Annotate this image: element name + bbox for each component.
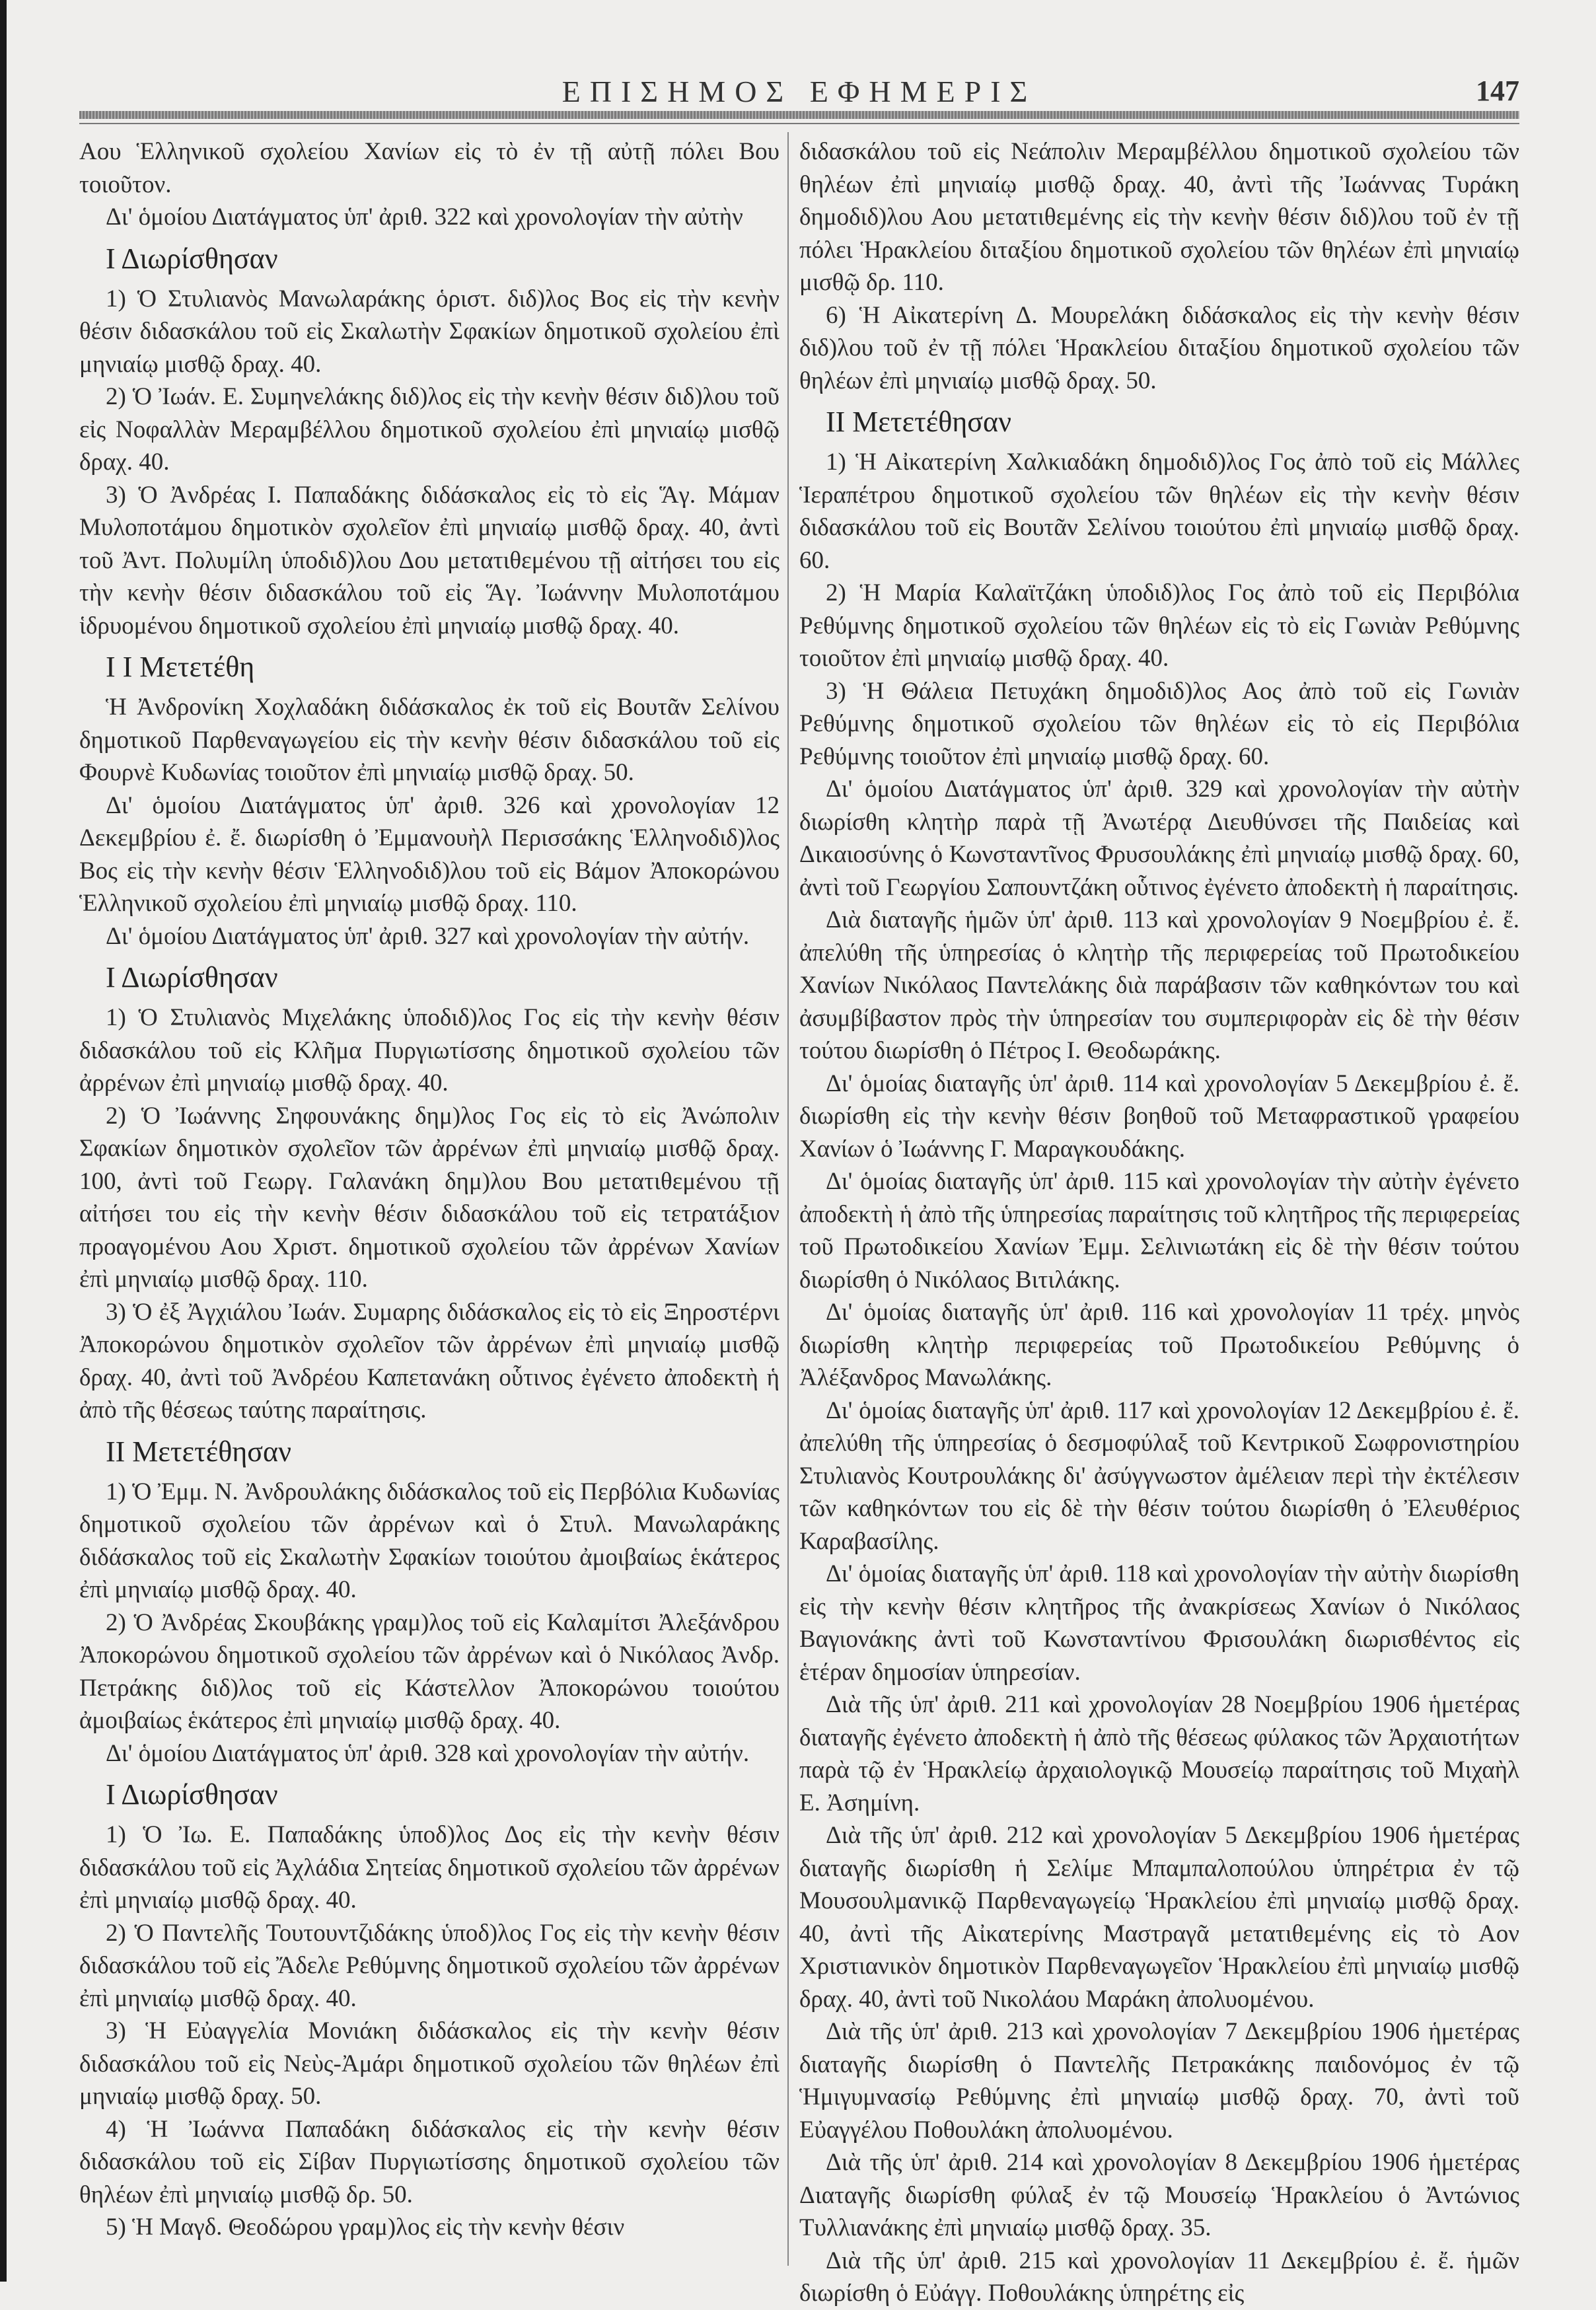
paragraph: Δι' ὁμοίου Διατάγματος ὑπ' ἀριθ. 328 καὶ χρονολογίαν τὴν αὐτήν. — [106, 1739, 750, 1767]
paragraph: Διὰ διαταγῆς ἡμῶν ὑπ' ἀριθ. 113 καὶ χρονολογίαν 9 Νοεμβρίου ἐ. ἔ. ἀπελύθη τῆς ὑπηρεσίας ὁ κλητὴρ τῆς περιφερείας τοῦ Πρωτοδικείου Χανίων Νικόλαος Παντελάκης διὰ παράβασιν τῶν καθηκόντων του καὶ ἀσυμβίβαστον πρὸς τὴν ὑπηρεσίαν του συμπεριφορὰν εἰς δὲ τὴν θέσιν τούτου διωρίσθη ὁ Πέτρος Ι. Θεοδωράκης. — [799, 906, 1519, 1064]
paragraph: Ἡ Ἀνδρονίκη Χοχλαδάκη διδάσκαλος ἐκ τοῦ εἰς Βουτᾶν Σελίνου δημοτικοῦ Παρθεναγωγείου εἰς τὴν κενὴν θέσιν διδασκάλου τοῦ εἰς Φουρνὲ Κυδωνίας τοιοῦτον ἐπὶ μηνιαίῳ μισθῷ δραχ. 50. — [79, 694, 780, 786]
header-rule — [79, 111, 1519, 119]
paragraph: 6) Ἡ Αἰκατερίνη Δ. Μουρελάκη διδάσκαλος εἰς τὴν κενὴν θέσιν διδ)λου τοῦ ἐν τῇ πόλει Ἡρακλείου διταξίου δημοτικοῦ σχολείου τῶν θηλέων ἐπὶ μηνιαίῳ μισθῷ δραχ. 50. — [799, 301, 1519, 394]
paragraph: 1) Ὁ Ἰω. Ε. Παπαδάκης ὑποδ)λος Δος εἰς τὴν κενὴν θέσιν διδασκάλου τοῦ εἰς Ἀχλάδια Σητείας δημοτικοῦ σχολείου τῶν ἀρρένων ἐπὶ μηνιαίῳ μισθῷ δραχ. 40. — [79, 1821, 780, 1914]
paragraph: Αου Ἑλληνικοῦ σχολείου Χανίων εἰς τὸ ἐν τῇ αὐτῇ πόλει Βου τοιοῦτον. — [79, 138, 780, 198]
scan-edge — [0, 0, 7, 2282]
paragraph: 2) Ὁ Ἀνδρέας Σκουβάκης γραμ)λος τοῦ εἰς Καλαμίτσι Ἀλεξάνδρου Ἀποκορώνου δημοτικοῦ σχολείου τῶν ἀρρένων καὶ ὁ Νικόλαος Ἀνδρ. Πετράκης διδ)λος τοῦ εἰς Κάστελλον Ἀποκορώνου τοιούτου ἀμοιβαίως ἑκάτερος ἐπὶ μηνιαίῳ μισθῷ δραχ. 40. — [79, 1608, 780, 1734]
paragraph: Δι' ὁμοίας διαταγῆς ὑπ' ἀριθ. 118 καὶ χρονολογίαν τὴν αὐτὴν διωρίσθη εἰς τὴν κενὴν θέσιν κλητῆρος τῆς ἀνακρίσεως Χανίων ὁ Νικόλαος Βαγιονάκης ἀντὶ τοῦ Κωνσταντίνου Φρισουλάκη διωρισθέντος εἰς ἑτέραν δημοσίαν ὑπηρεσίαν. — [799, 1560, 1519, 1686]
paragraph: Διὰ τῆς ὑπ' ἀριθ. 214 καὶ χρονολογίαν 8 Δεκεμβρίου 1906 ἡμετέρας Διαταγῆς διωρίσθη φύλαξ ἐν τῷ Μουσείῳ Ἡρακλείου ὁ Ἀντώνιος Τυλλιανάκης ἐπὶ μηνιαίῳ μισθῷ δραχ. 35. — [799, 2149, 1519, 2241]
paragraph: 2) Ὁ Παντελῆς Τουτουντζιδάκης ὑποδ)λος Γος εἰς τὴν κενὴν θέσιν διδασκάλου τοῦ εἰς Ἄδελε Ρεθύμνης δημοτικοῦ σχολείου τῶν ἀρρένων ἐπὶ μηνιαίῳ μισθῷ δραχ. 40. — [79, 1919, 780, 2012]
paragraph: Δι' ὁμοίου Διατάγματος ὑπ' ἀριθ. 329 καὶ χρονολογίαν τὴν αὐτὴν διωρίσθη κλητὴρ παρὰ τῇ Ἀνωτέρᾳ Διευθύνσει τῆς Παιδείας καὶ Δικαιοσύνης ὁ Κωνσταντῖνος Φρυσουλάκης ἐπὶ μηνιαίῳ μισθῷ δραχ. 60, ἀντὶ τοῦ Γεωργίου Σαπουντζάκη οὗτινος ἐγένετο ἀποδεκτὴ ἡ παραίτησις. — [799, 776, 1519, 901]
paragraph: 3) Ὁ ἐξ Ἀγχιάλου Ἰωάν. Συμαρης διδάσκαλος εἰς τὸ εἰς Ξηροστέρνι Ἀποκορώνου δημοτικὸν σχολεῖον τῶν ἀρρένων ἐπὶ μηνιαίῳ μισθῷ δραχ. 40, ἀντὶ τοῦ Ἀνδρέου Καπετανάκη οὗτινος ἐγένετο ἀποδεκτὴ ἡ ἀπὸ τῆς θέσεως ταύτης παραίτησις. — [79, 1298, 780, 1424]
section-heading: Ι Διωρίσθησαν — [106, 1778, 278, 1811]
header-rule-thin — [79, 123, 1519, 124]
section-heading: Ι Ι Μετετέθη — [106, 651, 255, 683]
section-heading: Ι Διωρίσθησαν — [106, 242, 278, 275]
paragraph: 3) Ὁ Ἀνδρέας Ι. Παπαδάκης διδάσκαλος εἰς τὸ εἰς Ἅγ. Μάμαν Μυλοποτάμου δημοτικὸν σχολεῖον ἐπὶ μηνιαίῳ μισθῷ δραχ. 40, ἀντὶ τοῦ Ἀντ. Πολυμίλη ὑποδιδ)λου Δου μετατιθεμένου τῇ αἰτήσει του εἰς τὴν κενὴν θέσιν διδασκάλου τοῦ εἰς Ἅγ. Ἰωάννην Μυλοποτάμου ἱδρυομένου δημοτικοῦ σχολείου ἐπὶ μηνιαίῳ μισθῷ δραχ. 40. — [79, 481, 780, 639]
paragraph: 1) Ὁ Στυλιανὸς Μανωλαράκης ὁριστ. διδ)λος Βος εἰς τὴν κενὴν θέσιν διδασκάλου τοῦ εἰς Σκαλωτὴν Σφακίων δημοτικοῦ σχολείου ἐπὶ μηνιαίῳ μισθῷ δραχ. 40. — [79, 285, 780, 378]
paragraph: 5) Ἡ Μαγδ. Θεοδώρου γραμ)λος εἰς τὴν κενὴν θέσιν — [106, 2214, 625, 2241]
paragraph: 4) Ἡ Ἰωάννα Παπαδάκη διδάσκαλος εἰς τὴν κενὴν θέσιν διδασκάλου τοῦ εἰς Σίβαν Πυργιωτίσσης δημοτικοῦ σχολείου τῶν θηλέων ἐπὶ μηνιαίῳ μισθῷ δρ. 50. — [79, 2115, 780, 2208]
paragraph: Διὰ τῆς ὑπ' ἀριθ. 211 καὶ χρονολογίαν 28 Νοεμβρίου 1906 ἡμετέρας διαταγῆς ἐγένετο ἀποδεκτὴ ἡ ἀπὸ τῆς θέσεως φύλακος τῶν Ἀρχαιοτήτων παρὰ τῷ ἐν Ἡρακλείῳ ἀρχαιολογικῷ Μουσείῳ παραίτησις τοῦ Μιχαὴλ Ε. Ἀσημίνη. — [799, 1691, 1519, 1817]
page-number: 147 — [1476, 75, 1519, 107]
right-column — [799, 135, 1519, 2310]
paragraph: 1) Ὁ Στυλιανὸς Μιχελάκης ὑποδιδ)λος Γος εἰς τὴν κενὴν θέσιν διδασκάλου τοῦ εἰς Κλῆμα Πυργιωτίσσης δημοτικοῦ σχολείου τῶν ἀρρένων ἐπὶ μηνιαίῳ μισθῷ δραχ. 40. — [79, 1004, 780, 1097]
page-header — [79, 74, 1519, 114]
paragraph: Δι' ὁμοίας διαταγῆς ὑπ' ἀριθ. 117 καὶ χρονολογίαν 12 Δεκεμβρίου ἐ. ἔ. ἀπελύθη τῆς ὑπηρεσίας ὁ δεσμοφύλαξ τοῦ Κεντρικοῦ Σωφρονιστηρίου Στυλιανὸς Κουτρουλάκης δι' ἀσύγγνωστον ἀμέλειαν περὶ τὴν ἐκτέλεσιν τῶν καθηκόντων του εἰς δὲ τὴν θέσιν τούτου διωρίσθη ὁ Ἐλευθέριος Καραβασίλης. — [799, 1396, 1519, 1555]
paragraph: Δι' ὁμοίου Διατάγματος ὑπ' ἀριθ. 322 καὶ χρονολογίαν τὴν αὐτὴν — [106, 203, 743, 231]
paragraph: 2) Ὁ Ἰωάν. Ε. Συμηνελάκης διδ)λος εἰς τὴν κενὴν θέσιν διδ)λου τοῦ εἰς Νοφαλλὰν Μεραμβέλλου δημοτικοῦ σχολείου ἐπὶ μηνιαίῳ μισθῷ δραχ. 40. — [79, 383, 780, 476]
section-heading: Ι Διωρίσθησαν — [106, 961, 278, 993]
paragraph: 2) Ἡ Μαρία Καλαϊτζάκη ὑποδιδ)λος Γος ἀπὸ τοῦ εἰς Περιβόλια Ρεθύμνης δημοτικοῦ σχολείου τῶν θηλέων εἰς τὸ εἰς Γωνιὰν Ρεθύμνης τοιοῦτον ἐπὶ μηνιαίῳ μισθῷ δραχ. 40. — [799, 579, 1519, 672]
paragraph: Διὰ τῆς ὑπ' ἀριθ. 215 καὶ χρονολογίαν 11 Δεκεμβρίου ἐ. ἔ. ἡμῶν διωρίσθη ὁ Εὐάγγ. Ποθουλάκης ὑπηρέτης εἰς — [799, 2247, 1519, 2307]
paragraph: Διὰ τῆς ὑπ' ἀριθ. 212 καὶ χρονολογίαν 5 Δεκεμβρίου 1906 ἡμετέρας διαταγῆς διωρίσθη ἡ Σελίμε Μπαμπαλοπούλου ὑπηρέτρια ἐν τῷ Μουσουλμανικῷ Παρθεναγωγείῳ Ἡρακλείου ἐπὶ μηνιαίῳ μισθῷ δραχ. 40, ἀντὶ τῆς Αἰκατερίνης Μαστραγᾶ μετατιθεμένης εἰς τὸ Αον Χριστιανικὸν δημοτικὸν Παρθεναγωγεῖον Ἡρακλείου ἐπὶ μηνιαίῳ μισθῷ δραχ. 40, ἀντὶ τοῦ Νικολάου Μαράκη ἀπολυομένου. — [799, 1822, 1519, 2013]
paragraph: Δι' ὁμοίας διαταγῆς ὑπ' ἀριθ. 115 καὶ χρονολογίαν τὴν αὐτὴν ἐγένετο ἀποδεκτὴ ἡ ἀπὸ τῆς ὑπηρεσίας παραίτησις τοῦ κλητῆρος τῆς περιφερείας τοῦ Πρωτοδικείου Χανίων Ἐμμ. Σελινιωτάκη εἰς δὲ τὴν θέσιν τούτου διωρίσθη ὁ Νικόλαος Βιτιλάκης. — [799, 1168, 1519, 1293]
paragraph: 3) Ἡ Εὐαγγελία Μονιάκη διδάσκαλος εἰς τὴν κενὴν θέσιν διδασκάλου τοῦ εἰς Νεὺς-Ἀμάρι δημοτικοῦ σχολείου τῶν θηλέων ἐπὶ μηνιαίῳ μισθῷ δραχ. 50. — [79, 2017, 780, 2110]
left-column — [79, 135, 780, 2244]
paragraph: 1) Ὁ Ἐμμ. Ν. Ἀνδρουλάκης διδάσκαλος τοῦ εἰς Περβόλια Κυδωνίας δημοτικοῦ σχολείου τῶν ἀρρένων καὶ ὁ Στυλ. Μανωλαράκης διδάσκαλος τοῦ εἰς Σκαλωτὴν Σφακίων τοιούτου ἀμοιβαίως ἑκάτερος ἐπὶ μηνιαίῳ μισθῷ δραχ. 40. — [79, 1478, 780, 1603]
paragraph: Δι' ὁμοίου Διατάγματος ὑπ' ἀριθ. 327 καὶ χρονολογίαν τὴν αὐτήν. — [106, 922, 750, 950]
section-heading: ΙΙ Μετετέθησαν — [106, 1435, 291, 1468]
paragraph: Διὰ τῆς ὑπ' ἀριθ. 213 καὶ χρονολογίαν 7 Δεκεμβρίου 1906 ἡμετέρας διαταγῆς διωρίσθη ὁ Παντελῆς Πετρακάκης παιδονόμος ἐν τῷ Ἡμιγυμνασίῳ Ρεθύμνης ἐπὶ μηνιαίῳ μισθῷ δραχ. 70, ἀντὶ τοῦ Εὐαγγέλου Ποθουλάκη ἀπολυομένου. — [799, 2018, 1519, 2144]
gazette-title: ΕΠΙΣΗΜΟΣ ΕΦΗΜΕΡΙΣ — [562, 75, 1037, 108]
paragraph: 3) Ἡ Θάλεια Πετυχάκη δημοδιδ)λος Αος ἀπὸ τοῦ εἰς Γωνιὰν Ρεθύμνης δημοτικοῦ σχολείου τῶν θηλέων εἰς τὸ εἰς Περιβόλια Ρεθύμνης τοιοῦτον ἐπὶ μηνιαίῳ μισθῷ δραχ. 60. — [799, 677, 1519, 770]
paragraph: 1) Ἡ Αἰκατερίνη Χαλκιαδάκη δημοδιδ)λος Γος ἀπὸ τοῦ εἰς Μάλλες Ἱεραπέτρου δημοτικοῦ σχολείου τῶν θηλέων εἰς τὴν κενὴν θέσιν διδασκάλου τοῦ εἰς Βουτᾶν Σελίνου τοιούτου ἐπὶ μηνιαίῳ μισθῷ δραχ. 60. — [799, 449, 1519, 574]
paragraph: Δι' ὁμοίας διαταγῆς ὑπ' ἀριθ. 114 καὶ χρονολογίαν 5 Δεκεμβρίου ἐ. ἔ. διωρίσθη εἰς τὴν κενὴν θέσιν βοηθοῦ τοῦ Μεταφραστικοῦ γραφείου Χανίων ὁ Ἰωάννης Γ. Μαραγκουδάκης. — [799, 1069, 1519, 1163]
paragraph: Δι' ὁμοίου Διατάγματος ὑπ' ἀριθ. 326 καὶ χρονολογίαν 12 Δεκεμβρίου ἐ. ἔ. διωρίσθη ὁ Ἐμμανουὴλ Περισσάκης Ἑλληνοδιδ)λος Βος εἰς τὴν κενὴν θέσιν Ἑλληνοδιδ)λου τοῦ εἰς Βάμον Ἀποκορώνου Ἑλληνικοῦ σχολείου ἐπὶ μηνιαίῳ μισθῷ δραχ. 110. — [79, 791, 780, 917]
paragraph: 2) Ὁ Ἰωάννης Σηφουνάκης δημ)λος Γος εἰς τὸ εἰς Ἀνώπολιν Σφακίων δημοτικὸν σχολεῖον τῶν ἀρρένων ἐπὶ μηνιαίῳ μισθῷ δραχ. 100, ἀντὶ τοῦ Γεωργ. Γαλανάκη δημ)λου Βου μετατιθεμένου τῇ αἰτήσει του εἰς τὴν κενὴν θέσιν διδασκάλου τοῦ εἰς τετρατάξιον προαγομένου Αου Χριστ. δημοτικοῦ σχολείου τῶν ἀρρένων Χανίων ἐπὶ μηνιαίῳ μισθῷ δραχ. 110. — [79, 1102, 780, 1293]
paragraph: Δι' ὁμοίας διαταγῆς ὑπ' ἀριθ. 116 καὶ χρονολογίαν 11 τρέχ. μηνὸς διωρίσθη κλητὴρ περιφερείας τοῦ Πρωτοδικείου Ρεθύμνης ὁ Ἀλέξανδρος Μανωλάκης. — [799, 1299, 1519, 1391]
column-divider — [787, 132, 789, 2266]
paragraph: διδασκάλου τοῦ εἰς Νεάπολιν Μεραμβέλλου δημοτικοῦ σχολείου τῶν θηλέων ἐπὶ μηνιαίῳ μισθῷ δραχ. 40, ἀντὶ τῆς Ἰωάννας Τυράκη δημοδιδ)λου Αου μετατιθεμένης εἰς τὴν κενὴν θέσιν διδ)λου τοῦ ἐν τῇ πόλει Ἡρακλείου διταξίου δημοτικοῦ σχολείου τῶν θηλέων ἐπὶ μηνιαίῳ μισθῷ δρ. 110. — [799, 138, 1519, 296]
section-heading: ΙΙ Μετετέθησαν — [826, 406, 1011, 438]
